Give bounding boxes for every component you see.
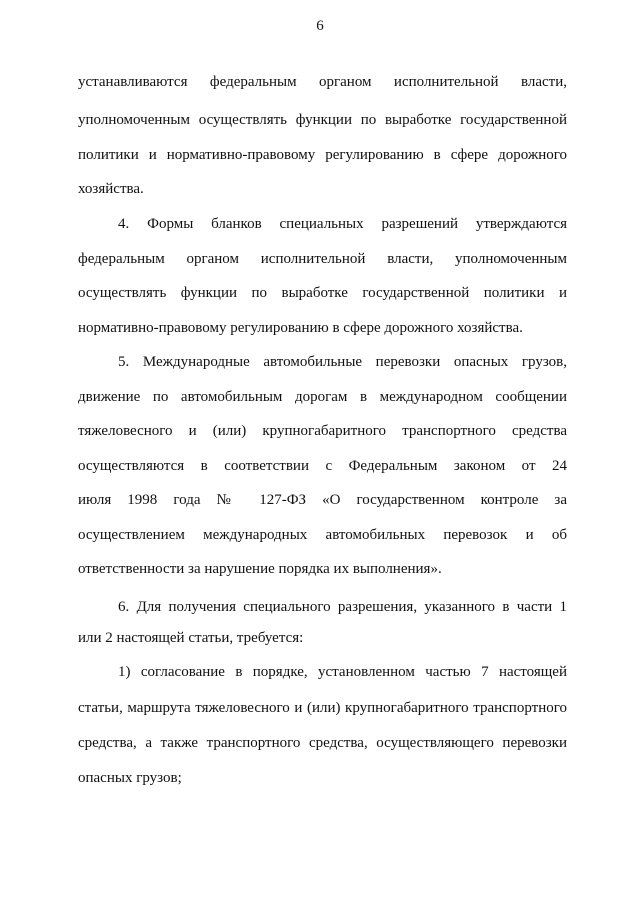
text-line: опасных грузов; [78,770,182,786]
text-line: устанавливаются федеральным органом исполнительной власти, [78,74,567,90]
paragraph-first-line: 5. Международные автомобильные перевозки опасных грузов, [118,354,567,370]
text-line: осуществляются в соответствии с Федеральным законом от 24 [78,458,567,474]
text-line: осуществлять функции по выработке государственной политики и [78,285,567,301]
text-line: нормативно-правовому регулированию в сфере дорожного хозяйства. [78,320,523,336]
text-line: движение по автомобильным дорогам в международном сообщении [78,389,567,405]
text-line: федеральным органом исполнительной власти, уполномоченным [78,251,567,267]
text-line: статьи, маршрута тяжеловесного и (или) крупногабаритного транспортного [78,700,567,716]
paragraph-first-line: 6. Для получения специального разрешения, указанного в части 1 [118,599,567,615]
text-line: осуществлением международных автомобильных перевозок и об [78,527,567,543]
text-line: уполномоченным осуществлять функции по выработке государственной [78,112,567,128]
text-line: средства, а также транспортного средства, осуществляющего перевозки [78,735,567,751]
text-line: или 2 настоящей статьи, требуется: [78,630,304,646]
text-line: ответственности за нарушение порядка их выполнения». [78,561,442,577]
paragraph-first-line: 1) согласование в порядке, установленном частью 7 настоящей [118,664,567,680]
text-line: июля 1998 года № 127-ФЗ «О государственном контроле за [78,492,567,508]
paragraph-first-line: 4. Формы бланков специальных разрешений утверждаются [118,216,567,232]
text-line: хозяйства. [78,181,144,197]
text-line: тяжеловесного и (или) крупногабаритного транспортного средства [78,423,567,439]
text-line: политики и нормативно-правовому регулированию в сфере дорожного [78,147,567,163]
page-number: 6 [316,18,324,34]
